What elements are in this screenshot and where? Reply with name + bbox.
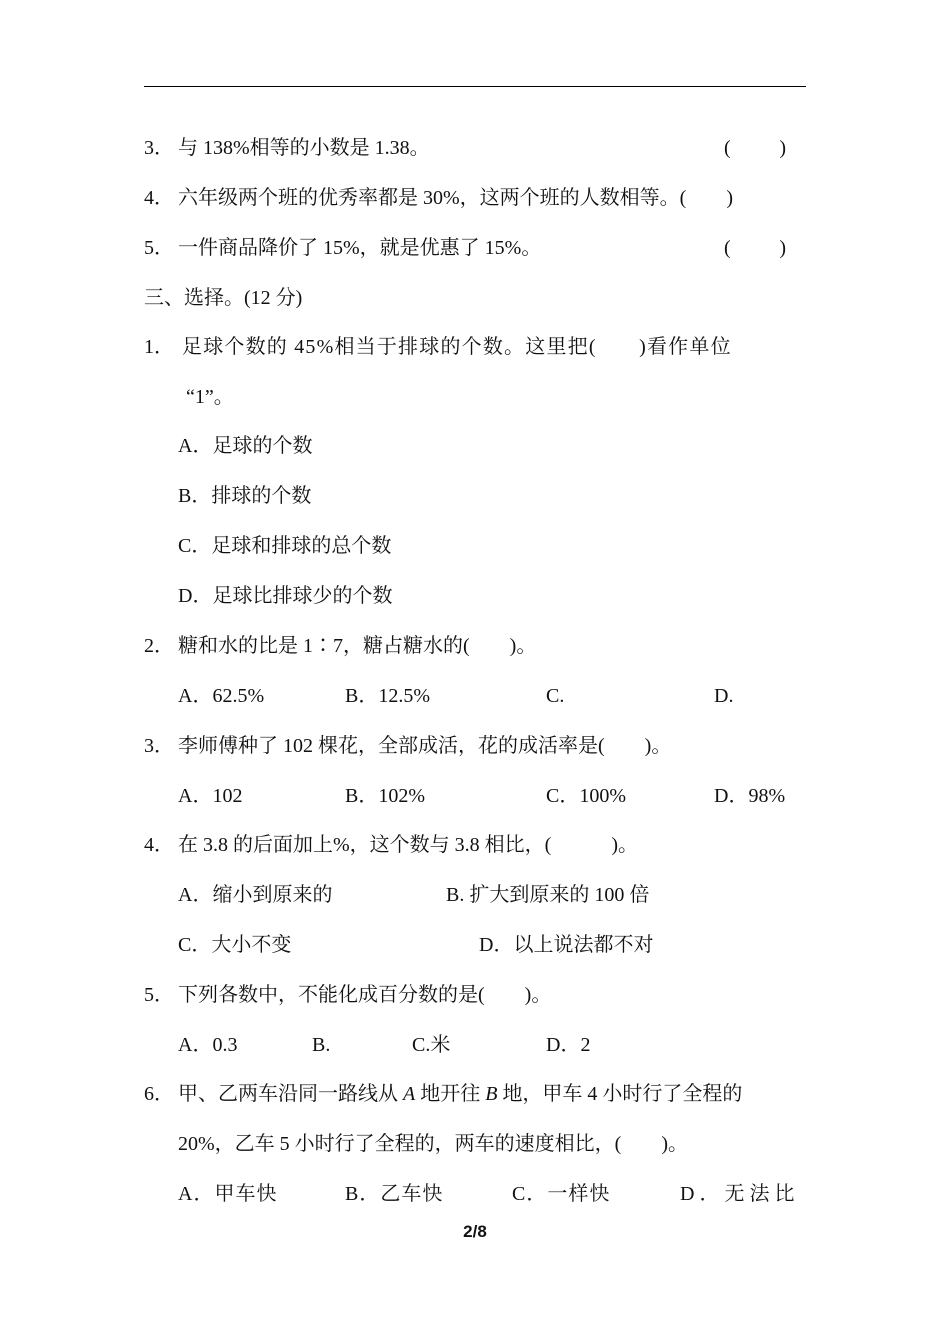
judge-item-3: 3． 与 138%相等的小数是 1.38。 ( ) (0, 133, 950, 163)
option-b: B. 扩大到原来的 100 倍 (446, 884, 650, 906)
option-d: D．足球比排球少的个数 (178, 585, 393, 607)
question-1-cont: “1”。 (186, 386, 234, 408)
question-4 (0, 830, 950, 860)
question-number: 5． (144, 984, 174, 1006)
question-6-cont: 20%，乙车 5 小时行了全程的，两车的速度相比，( )。 (178, 1133, 688, 1155)
question-number: 2． (144, 635, 174, 657)
option-b: B．乙车快 (345, 1183, 444, 1205)
item-text: 一件商品降价了 15%，就是优惠了 15%。 (178, 237, 542, 259)
option-b: B．排球的个数 (178, 485, 312, 507)
option-c: C．100% (546, 785, 626, 807)
question-text: 甲、乙两车沿同一路线从 A 地开往 B 地，甲车 4 小时行了全程的 (178, 1083, 743, 1105)
header-rule (144, 86, 806, 87)
option-c: C．大小不变 (178, 934, 292, 956)
option-a: A．足球的个数 (178, 435, 313, 457)
item-number: 3． (144, 137, 174, 159)
option-d: D．2 (546, 1034, 591, 1056)
question-2 (0, 631, 950, 661)
question-2-options (0, 681, 950, 711)
question-3-options (0, 781, 950, 811)
question-3 (0, 731, 950, 761)
option-a: A．62.5% (178, 685, 265, 707)
option-d: D．98% (714, 785, 786, 807)
option-a: A．102 (178, 785, 243, 807)
question-number: 6． (144, 1083, 174, 1105)
option-d: D．无法比 (680, 1183, 800, 1205)
option-b: B．102% (345, 785, 425, 807)
option-c: C．一样快 (512, 1183, 611, 1205)
question-1 (0, 332, 950, 362)
option-c: C. (546, 685, 565, 707)
question-text: 糖和水的比是 1∶7，糖占糖水的( )。 (178, 635, 537, 657)
section-title: 三、选择。(12 分) (144, 287, 303, 309)
item-text: 六年级两个班的优秀率都是 30%，这两个班的人数相等。( ) (178, 187, 733, 209)
question-number: 4． (144, 834, 174, 856)
question-4-options-row2 (0, 930, 950, 960)
option-a: A．缩小到原来的 (178, 884, 333, 906)
judge-item-4 (0, 183, 950, 213)
option-a: A．甲车快 (178, 1183, 278, 1205)
question-5-options (0, 1030, 950, 1060)
question-text: 李师傅种了 102 棵花，全部成活，花的成活率是( )。 (178, 735, 672, 757)
question-6 (0, 1079, 950, 1109)
question-4-options-row1 (0, 880, 950, 910)
item-number: 5． (144, 237, 174, 259)
option-c: C．足球和排球的总个数 (178, 535, 392, 557)
question-number: 1． (144, 336, 174, 358)
question-text: 下列各数中，不能化成百分数的是( )。 (178, 984, 552, 1006)
item-text: 与 138%相等的小数是 1.38。 (178, 137, 430, 159)
option-d: D．以上说法都不对 (479, 934, 654, 956)
question-6-options (0, 1179, 950, 1209)
question-text: 足球个数的 45%相当于排球的个数。这里把( )看作单位 (182, 336, 732, 358)
option-a: A．0.3 (178, 1034, 238, 1056)
question-number: 3． (144, 735, 174, 757)
option-b: B. (312, 1034, 331, 1056)
question-5 (0, 980, 950, 1010)
judge-item-5: 5． 一件商品降价了 15%，就是优惠了 15%。 ( ) (0, 233, 950, 263)
item-number: 4． (144, 187, 174, 209)
question-text: 在 3.8 的后面加上%，这个数与 3.8 相比，( )。 (178, 834, 638, 856)
option-c: C.米 (412, 1034, 451, 1056)
option-d: D. (714, 685, 734, 707)
option-b: B．12.5% (345, 685, 430, 707)
page-number: 2/8 (463, 1222, 487, 1241)
